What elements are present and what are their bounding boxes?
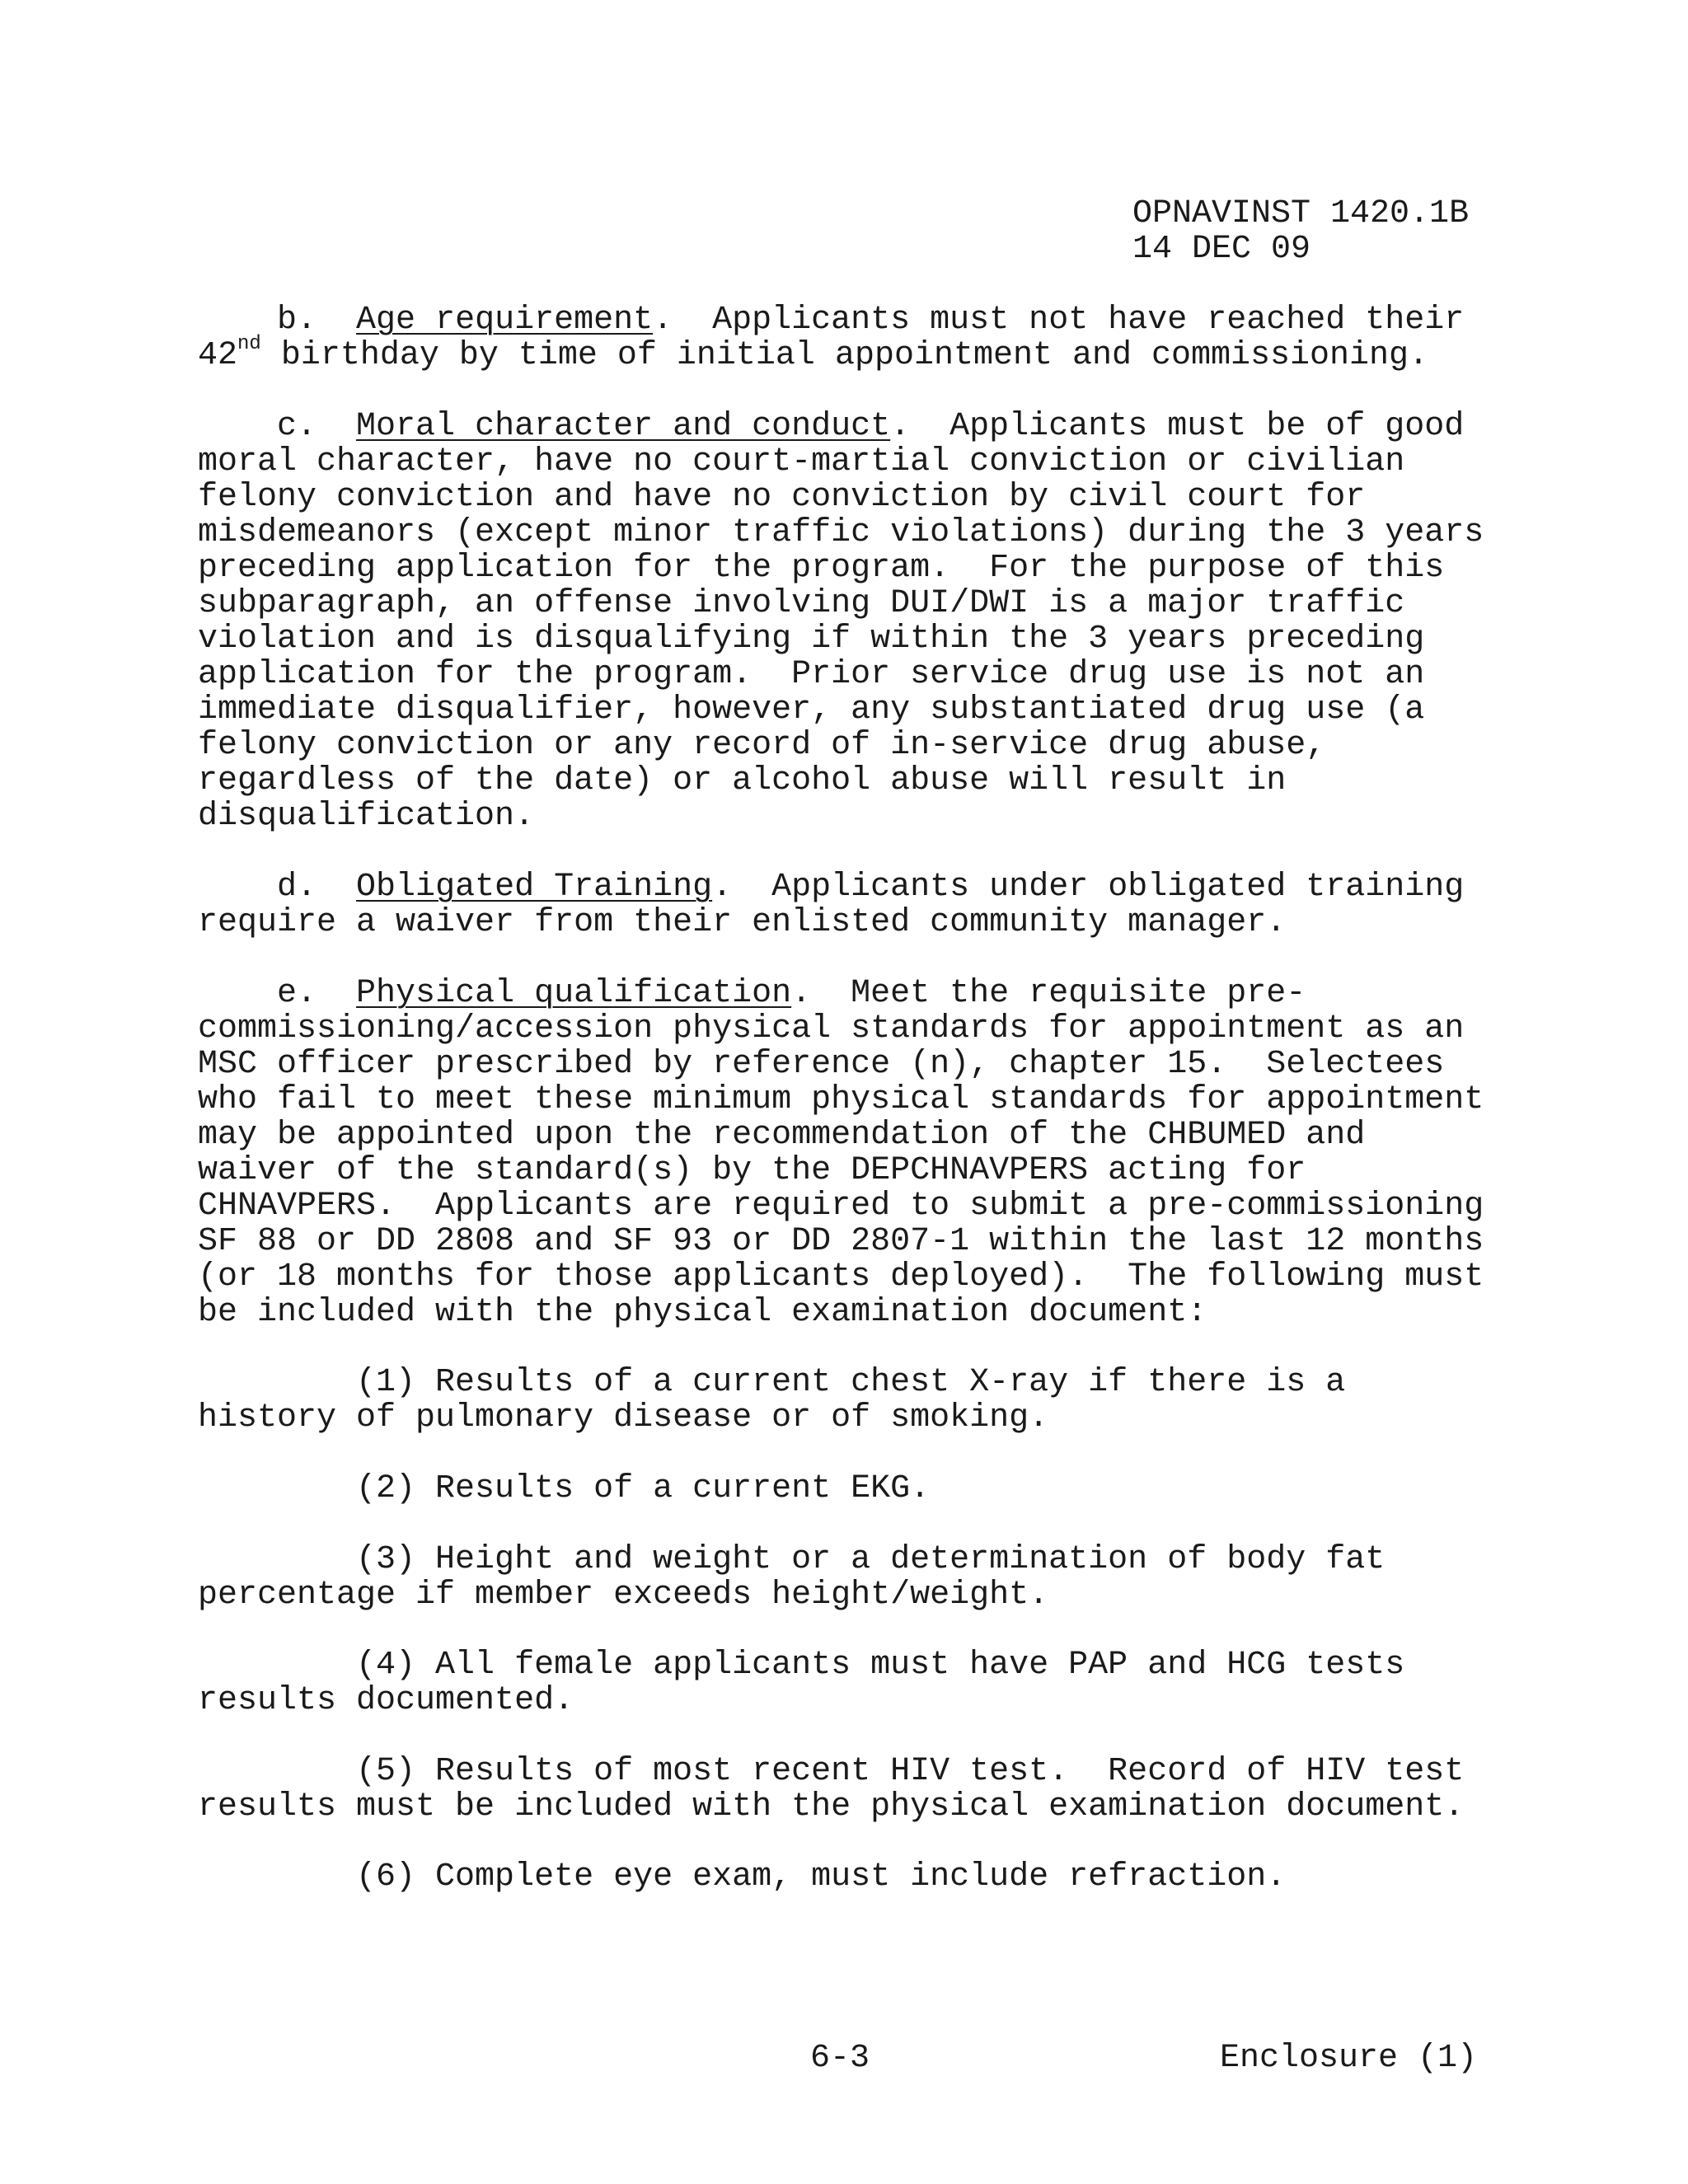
sub-item-line: (1) Results of a current chest X-ray if there is a <box>198 1364 1346 1401</box>
paragraph-e-body-line: SF 88 or DD 2808 and SF 93 or DD 2807-1 within the last 12 months <box>198 1223 1484 1260</box>
sub-item-5 <box>198 1754 1464 1825</box>
paragraph-e-body-line: who fail to meet these minimum physical standards for appointment <box>198 1081 1484 1118</box>
sub-item-line: (2) Results of a current EKG. <box>198 1470 931 1507</box>
paragraph-c-heading: Moral character and conduct <box>356 408 891 445</box>
paragraph-c-body-line: subparagraph, an offense involving DUI/DWI is a major traffic <box>198 585 1405 622</box>
paragraph-e-body-line: MSC officer prescribed by reference (n), chapter 15. Selectees <box>198 1046 1445 1083</box>
paragraph-b <box>198 302 1464 373</box>
sub-item-line: (4) All female applicants must have PAP and HCG tests <box>198 1647 1405 1684</box>
paragraph-c-body-line: preceding application for the program. For the purpose of this <box>198 550 1445 587</box>
sub-item-4 <box>198 1647 1404 1718</box>
sub-item-line: results documented. <box>198 1682 574 1719</box>
paragraph-c <box>198 409 1484 834</box>
paragraph-c-line1: . Applicants must be of good <box>890 408 1465 445</box>
paragraph-e-heading: Physical qualification <box>356 975 792 1012</box>
paragraph-c-letter: c. <box>277 408 317 445</box>
paragraph-e-body-line: be included with the physical examination document: <box>198 1294 1207 1331</box>
sub-item-2 <box>198 1471 930 1507</box>
age-suffix: nd <box>237 333 261 355</box>
paragraph-e-body-line: may be appointed upon the recommendation of the CHBUMED and <box>198 1117 1366 1154</box>
paragraph-e-body-line: CHNAVPERS. Applicants are required to submit a pre-commissioning <box>198 1188 1484 1225</box>
document-id: OPNAVINST 1420.1B <box>1132 195 1470 232</box>
paragraph-b-heading: Age requirement <box>356 302 654 339</box>
paragraph-b-line2: birthday by time of initial appointment and commissioning. <box>260 337 1429 374</box>
enclosure-label: Enclosure (1) <box>1220 2040 1478 2077</box>
sub-item-line: history of pulmonary disease or of smoking. <box>198 1399 1049 1436</box>
paragraph-e-body-line: (or 18 months for those applicants deployed). The following must <box>198 1258 1484 1296</box>
sub-item-line: percentage if member exceeds height/weight. <box>198 1577 1049 1614</box>
sub-item-line: (5) Results of most recent HIV test. Record of HIV test <box>198 1753 1465 1790</box>
age-number: 42 <box>198 337 238 374</box>
paragraph-b-letter: b. <box>277 302 317 339</box>
paragraph-c-body-line: immediate disqualifier, however, any substantiated drug use (a <box>198 691 1425 729</box>
sub-item-line: (3) Height and weight or a determination of body fat <box>198 1541 1386 1578</box>
paragraph-c-body-line: felony conviction and have no conviction by civil court for <box>198 479 1366 516</box>
paragraph-d-line1: . Applicants under obligated training <box>712 869 1465 906</box>
paragraph-e-line1: . Meet the requisite pre- <box>791 975 1306 1012</box>
paragraph-e-body-line: waiver of the standard(s) by the DEPCHNAVPERS acting for <box>198 1152 1306 1189</box>
sub-item-3 <box>198 1542 1385 1613</box>
document-date: 14 DEC 09 <box>1132 231 1311 268</box>
paragraph-e-letter: e. <box>277 975 317 1012</box>
paragraph-c-body-line: violation and is disqualifying if within the 3 years preceding <box>198 621 1425 658</box>
paragraph-c-body-line: moral character, have no court-martial conviction or civilian <box>198 443 1405 480</box>
paragraph-d <box>198 869 1464 940</box>
sub-item-6 <box>198 1859 1286 1895</box>
paragraph-d-heading: Obligated Training <box>356 869 713 906</box>
sub-item-line: (6) Complete eye exam, must include refraction. <box>198 1858 1287 1896</box>
paragraph-c-body-line: disqualification. <box>198 798 535 835</box>
paragraph-d-letter: d. <box>277 869 317 906</box>
paragraph-c-body-line: felony conviction or any record of in-service drug abuse, <box>198 727 1326 764</box>
paragraph-b-line1: . Applicants must not have reached their <box>653 302 1465 339</box>
paragraph-c-body-line: misdemeanors (except minor traffic violations) during the 3 years <box>198 514 1484 551</box>
paragraph-d-body-line: require a waiver from their enlisted community manager. <box>198 904 1287 941</box>
paragraph-c-body-line: application for the program. Prior service drug use is not an <box>198 656 1425 693</box>
paragraph-e-body-line: commissioning/accession physical standards for appointment as an <box>198 1010 1465 1047</box>
sub-item-1 <box>198 1365 1345 1436</box>
sub-item-line: results must be included with the physical examination document. <box>198 1788 1465 1825</box>
paragraph-c-body-line: regardless of the date) or alcohol abuse will result in <box>198 762 1287 799</box>
page-number: 6-3 <box>810 2040 870 2077</box>
paragraph-e <box>198 976 1484 1330</box>
